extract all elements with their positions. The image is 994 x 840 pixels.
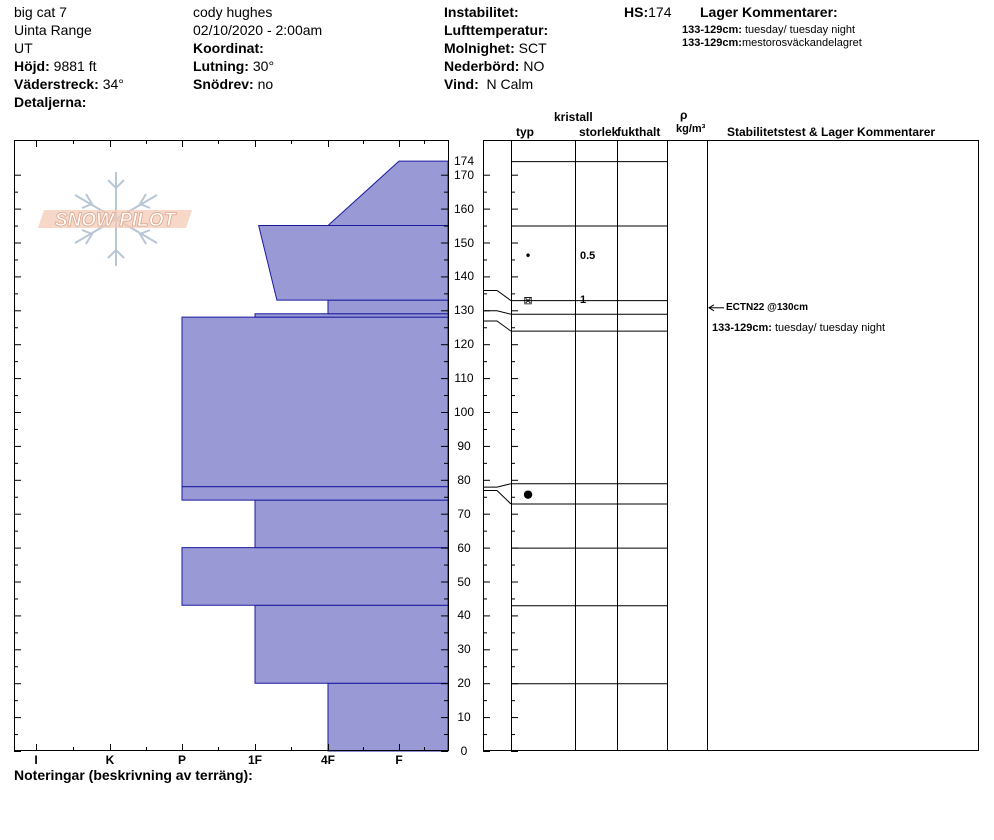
snowpilot-logo	[38, 172, 192, 266]
elevation-value: 9881 ft	[53, 58, 97, 74]
y-tick-label: 160	[453, 201, 475, 216]
air-temp-label: Lufttemperatur:	[444, 22, 549, 38]
col-density-unit-header: kg/m³	[676, 123, 706, 135]
hardness-layer	[255, 500, 448, 547]
hardness-layer	[328, 300, 448, 314]
hardness-label: 4F	[320, 753, 335, 767]
sky-label: Molnighet:	[444, 40, 515, 56]
wind-label: Vind:	[444, 76, 479, 92]
hardness-layer	[182, 487, 448, 501]
boundary-connector	[483, 311, 511, 314]
layer-comment-text: tuesday/ tuesday night	[745, 24, 856, 36]
hardness-layer	[182, 548, 448, 606]
y-tick-label: 60	[457, 540, 471, 555]
y-tick-label: 130	[453, 303, 475, 318]
y-tick-label: 50	[457, 574, 471, 589]
grain-symbol: ●	[523, 487, 533, 501]
drift-label: Snödrev:	[193, 76, 254, 92]
details-label: Detaljerna:	[14, 94, 87, 110]
col-moisture-header: fukthalt	[617, 125, 661, 139]
precip-value: NO	[523, 58, 545, 74]
col-type-header: typ	[516, 125, 534, 139]
grain-size: 1	[580, 294, 587, 307]
aspect-label: Väderstreck:	[14, 76, 99, 92]
y-tick-label: 10	[457, 710, 471, 725]
y-tick-label: 80	[457, 472, 471, 487]
grain-symbol: •	[524, 249, 532, 264]
aspect-value: 34°	[102, 76, 124, 92]
hardness-layer	[182, 317, 448, 487]
sky-value: SCT	[518, 40, 547, 56]
instability-label: Instabilitet:	[444, 4, 519, 20]
y-top-label: 174	[453, 154, 475, 169]
y-tick-label: 40	[457, 608, 471, 623]
drift-value: no	[257, 76, 274, 92]
hardness-layer	[259, 226, 448, 301]
stability-test-label: ECTN22 @130cm	[726, 301, 809, 313]
hardness-label: P	[177, 753, 186, 767]
precip-label: Nederbörd:	[444, 58, 520, 74]
range-name: Uinta Range	[14, 22, 92, 38]
terrain-notes-label: Noteringar (beskrivning av terräng):	[14, 767, 253, 783]
boundary-connector	[483, 484, 511, 487]
y-tick-label: 20	[457, 676, 471, 691]
col-rho-header: ρ	[680, 108, 688, 122]
layer-note-range: 133-129cm:	[712, 322, 772, 334]
col-stability-header: Stabilitetstest & Lager Kommentarer	[727, 125, 936, 139]
snowpilot-logo-text: SNOW PILOT	[54, 210, 176, 231]
hardness-layer	[328, 161, 448, 225]
hardness-layer	[328, 683, 448, 751]
col-crystal-header: kristall	[554, 110, 593, 124]
grain-symbol: ⊠	[523, 294, 533, 308]
layer-comments-title: Lager Kommentarer:	[700, 4, 838, 20]
location-name: big cat 7	[14, 4, 67, 20]
state-name: UT	[14, 40, 33, 56]
coordinate-label: Koordinat:	[193, 40, 264, 56]
layer-note-text: tuesday/ tuesday night	[771, 322, 886, 334]
hardness-label: I	[34, 753, 38, 767]
boundary-connector	[483, 321, 511, 331]
slope-label: Lutning:	[193, 58, 249, 74]
y-tick-label: 140	[453, 269, 475, 284]
hardness-label: 1F	[247, 753, 262, 767]
y-tick-label: 0	[460, 744, 468, 758]
hardness-layer	[255, 314, 448, 317]
col-size-header: storlek	[579, 125, 619, 139]
hs-value: 174	[648, 4, 672, 20]
grain-size: 0.5	[580, 250, 596, 263]
y-tick-label: 30	[457, 642, 471, 657]
hardness-layer	[255, 605, 448, 683]
grain-table-frame	[484, 141, 979, 751]
y-tick-label: 110	[454, 371, 474, 386]
y-tick-label: 150	[453, 235, 475, 250]
boundary-connector	[483, 290, 511, 300]
y-tick-label: 90	[457, 438, 471, 453]
y-tick-label: 170	[453, 167, 475, 182]
elevation-label: Höjd:	[14, 58, 50, 74]
hardness-label: K	[105, 753, 115, 767]
layer-comment-range: 133-129cm:	[682, 37, 742, 49]
y-tick-label: 120	[453, 337, 475, 352]
slope-value: 30°	[252, 58, 275, 74]
hs-label: HS:	[624, 4, 649, 20]
layer-note	[712, 322, 885, 334]
wind-value: N Calm	[486, 76, 534, 92]
layer-comment-range: 133-129cm:	[682, 24, 742, 36]
hardness-label: F	[395, 753, 403, 767]
y-tick-label: 100	[453, 405, 475, 419]
observer-name: cody hughes	[193, 4, 273, 20]
y-tick-label: 70	[457, 506, 471, 521]
layer-comment-text: mestorosväckandelagret	[741, 37, 862, 49]
boundary-connector	[483, 490, 511, 504]
observation-datetime: 02/10/2020 - 2:00am	[193, 22, 323, 38]
